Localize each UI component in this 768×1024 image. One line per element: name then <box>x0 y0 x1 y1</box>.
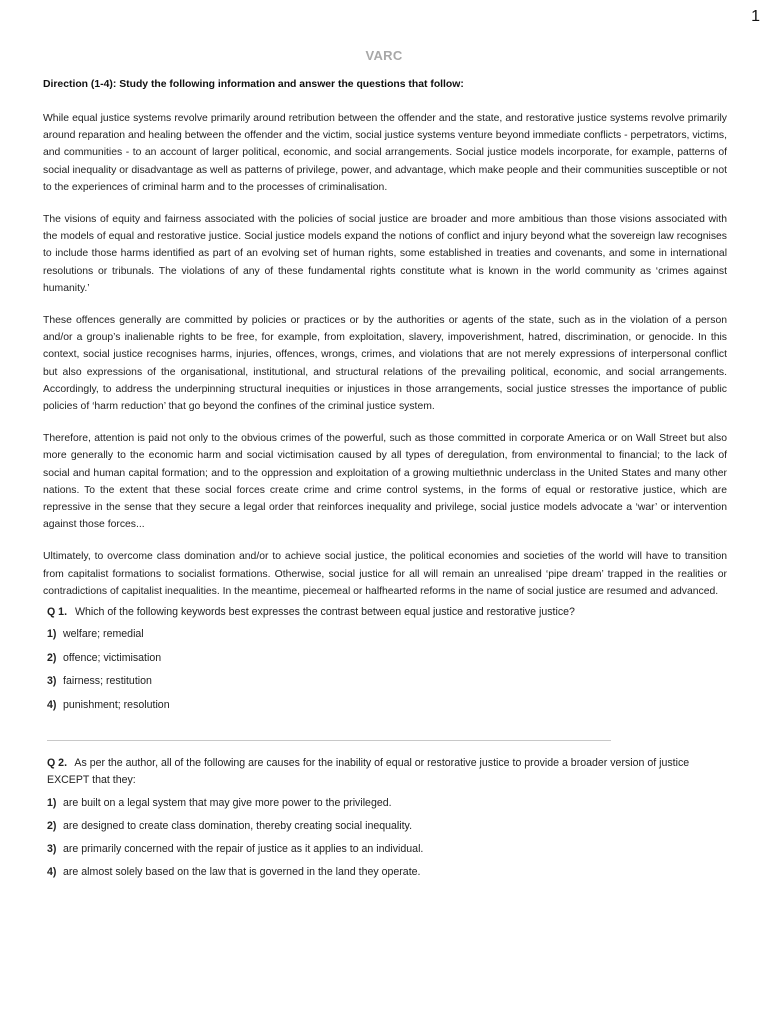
option-number: 1) <box>47 628 57 641</box>
passage-paragraph: The visions of equity and fairness associated with the policies of social justice are broader and more ambitious than those visions associated with the models of equal and restorative justice. Social justice models expand the notions of conflict and injury beyond what the sovereign law recognises to include those harms identified as part of an evolving set of human rights, some established in treaties and covenants, and some in international resolutions or tribunals. The violations of any of these fundamental rights constitute what is known in the world community as ‘crimes against humanity.’ <box>43 214 727 294</box>
answer-option[interactable] <box>47 864 727 881</box>
option-number: 4) <box>47 698 57 711</box>
passage-paragraph: While equal justice systems revolve primarily around retribution between the offender and the state, and restorative justice systems revolve primarily around reparation and healing between the offender and the victim, social justice systems venture beyond immediate conflicts - perpetrators, victims, and communities - to an account of larger political, economic, and social arrangements. Social justice models incorporate, for example, patterns of social inequality or disadvantage as well as patterns of privilege, power, and advantage, which make people and their communities susceptible or not to the experiences of criminal harm and to the processes of criminalisation. <box>43 113 727 193</box>
option-text: are primarily concerned with the repair of justice as it applies to an individual. <box>63 842 424 855</box>
question-number: Q 1. <box>47 606 68 619</box>
option-number: 4) <box>47 865 57 878</box>
answer-option[interactable] <box>47 673 727 690</box>
question-2 <box>47 755 727 881</box>
option-text: punishment; resolution <box>63 698 170 711</box>
option-number: 3) <box>47 842 57 855</box>
option-number: 1) <box>47 796 57 809</box>
option-text: welfare; remedial <box>63 628 144 641</box>
document-content <box>43 78 727 887</box>
option-number: 3) <box>47 675 57 688</box>
answer-option[interactable] <box>47 818 727 835</box>
answer-option[interactable] <box>47 841 727 858</box>
option-text: are almost solely based on the law that is governed in the land they operate. <box>63 865 421 878</box>
option-text: fairness; restitution <box>63 675 152 688</box>
question-stem <box>47 755 727 789</box>
passage <box>43 110 727 600</box>
option-number: 2) <box>47 819 57 832</box>
question-divider <box>47 740 611 741</box>
question-text: As per the author, all of the following are causes for the inability of equal or restorative justice to provide a broader version of justice EXCEPT that they: <box>47 756 690 786</box>
option-number: 2) <box>47 651 57 664</box>
passage-paragraph: These offences generally are committed by policies or practices or by the authorities or agents of the state, such as in the violation of a person and/or a group’s inalienable rights to be free, for example, from exploitation, slavery, impoverishment, hatred, discrimination, or genocide. In this context, social justice recognises harms, injuries, offences, wrongs, crimes, and violations that are not merely expressions of interpersonal conflict but also expressions of the organisational, institutional, and structural relations of the prevailing political, economic, and social arrangements. Accordingly, to address the underpinning structural inequities or injustices in those arrangements, social justice stresses the importance of public policies of ‘harm reduction’ that go beyond the confines of the criminal justice system. <box>43 315 727 413</box>
passage-paragraph: Therefore, attention is paid not only to the obvious crimes of the powerful, such as those committed in corporate America or on Wall Street but also more generally to the economic harm and social victimisation caused by all types of deregulation, from environmental to financial; to the lack of social and human capital formation; and to the oppression and exploitation of a growing multiethnic underclass in the United States and many other nations. To the extent that these social forces create crime and crime control systems, in the forms of equal or restorative justice, which are repressive in the sense that they secure a legal order that reinforces inequality and privilege, social justice models advocate a ‘war’ or intervention against those forces... <box>43 433 727 531</box>
question-number: Q 2. <box>47 756 68 769</box>
section-title: VARC <box>365 48 403 63</box>
page-number: 1 <box>751 8 760 25</box>
answer-option[interactable] <box>47 626 727 643</box>
option-text: offence; victimisation <box>63 651 162 664</box>
answer-option[interactable] <box>47 795 727 812</box>
option-text: are built on a legal system that may give more power to the privileged. <box>63 796 392 809</box>
answer-option[interactable] <box>47 650 727 667</box>
passage-paragraph: Ultimately, to overcome class domination and/or to achieve social justice, the political economies and societies of the world will have to transition from capitalist formations to socialist formations. Otherwise, social justice for all will remain an unrealised ‘pipe dream’ trapped in the realities or contradictions of capitalist inequalities. In the meantime, piecemeal or halfhearted reforms in the name of social justice are resumed and advanced. <box>43 551 727 597</box>
answer-option[interactable] <box>47 697 727 714</box>
question-1 <box>47 604 727 714</box>
question-text: Which of the following keywords best expresses the contrast between equal justice and restorative justice? <box>74 606 575 619</box>
option-text: are designed to create class domination, thereby creating social inequality. <box>63 819 413 832</box>
direction-heading: Direction (1-4): Study the following information and answer the questions that follow: <box>43 79 464 90</box>
question-stem <box>47 604 727 621</box>
